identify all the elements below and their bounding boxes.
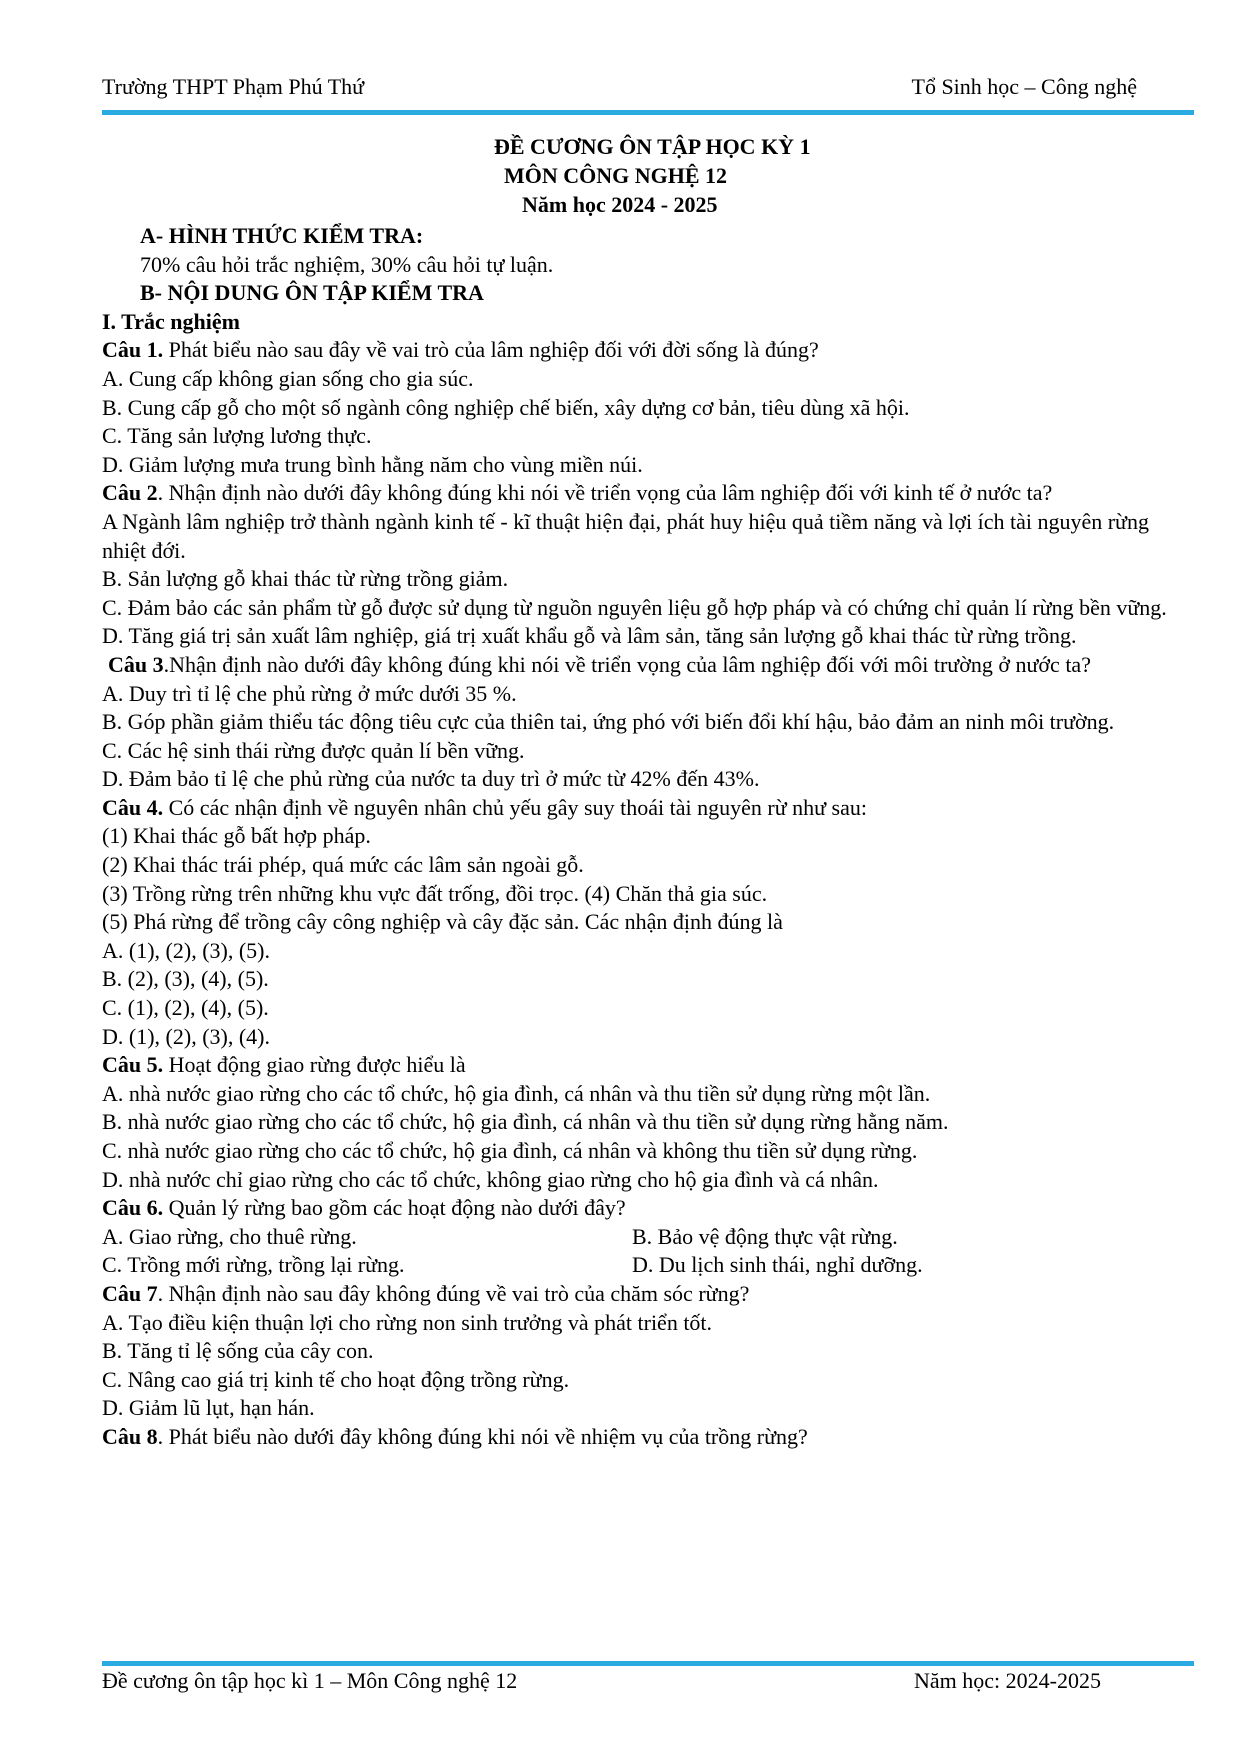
section-a-heading: A- HÌNH THỨC KIỂM TRA: xyxy=(140,223,424,248)
header-school: Trường THPT Phạm Phú Thứ xyxy=(102,74,365,99)
question-7 xyxy=(102,1280,1182,1309)
document-body xyxy=(102,222,1182,1452)
question-label: Câu 1. xyxy=(102,337,164,363)
statement: (3) Trồng rừng trên những khu vực đất trống, đồi trọc. (4) Chăn thả gia súc. xyxy=(102,880,768,906)
option: A. Tạo điều kiện thuận lợi cho rừng non sinh trưởng và phát triển tốt. xyxy=(102,1309,713,1335)
option: A. Duy trì tỉ lệ che phủ rừng ở mức dưới 35 %. xyxy=(102,680,517,706)
option: D. Giảm lượng mưa trung bình hằng năm cho vùng miền núi. xyxy=(102,451,643,477)
option: B. Sản lượng gỗ khai thác từ rừng trồng giảm. xyxy=(102,566,509,592)
option: C. Nâng cao giá trị kinh tế cho hoạt động trồng rừng. xyxy=(102,1366,570,1392)
option: B. Cung cấp gỗ cho một số ngành công nghiệp chế biến, xây dựng cơ bản, tiêu dùng xã hội. xyxy=(102,394,910,420)
header-department: Tổ Sinh học – Công nghệ xyxy=(911,74,1137,99)
question-text: . Nhận định nào sau đây không đúng về vai trò của chăm sóc rừng? xyxy=(157,1280,750,1306)
option: D. nhà nước chỉ giao rừng cho các tổ chức, không giao rừng cho hộ gia đình và cá nhân. xyxy=(102,1166,879,1192)
section-b-heading: B- NỘI DUNG ÔN TẬP KIỂM TRA xyxy=(140,280,484,306)
option: D. Du lịch sinh thái, nghỉ dưỡng. xyxy=(632,1252,923,1278)
option: C. nhà nước giao rừng cho các tổ chức, hộ gia đình, cá nhân và không thu tiền sử dụng rừng. xyxy=(102,1138,918,1163)
question-label: Câu 4. xyxy=(102,794,164,820)
option: C. Các hệ sinh thái rừng được quản lí bền vững. xyxy=(102,737,525,763)
option: C. Trồng mới rừng, trồng lại rừng. xyxy=(102,1252,405,1278)
question-label: Câu 6. xyxy=(102,1195,164,1221)
question-3 xyxy=(102,651,1182,680)
option: D. Đảm bảo tỉ lệ che phủ rừng của nước ta duy trì ở mức từ 42% đến 43%. xyxy=(102,766,760,792)
question-label: Câu 7 xyxy=(102,1280,158,1306)
option: D. (1), (2), (3), (4). xyxy=(102,1023,270,1049)
option: B. Tăng tỉ lệ sống của cây con. xyxy=(102,1338,374,1364)
question-text: Phát biểu nào sau đây về vai trò của lâm nghiệp đối với đời sống là đúng? xyxy=(163,337,819,363)
statement: (1) Khai thác gỗ bất hợp pháp. xyxy=(102,823,371,849)
option: A. nhà nước giao rừng cho các tổ chức, hộ gia đình, cá nhân và thu tiền sử dụng rừng một lần. xyxy=(102,1080,931,1106)
question-label: Câu 3 xyxy=(108,651,164,677)
question-8 xyxy=(102,1423,1182,1452)
option: C. (1), (2), (4), (5). xyxy=(102,995,269,1021)
option: B. Bảo vệ động thực vật rừng. xyxy=(632,1223,898,1249)
question-1 xyxy=(102,336,1182,365)
option: D. Tăng giá trị sản xuất lâm nghiệp, giá trị xuất khẩu gỗ và lâm sản, tăng sản lượng gỗ khai thác từ rừng trồng. xyxy=(102,623,1077,649)
header-rule xyxy=(102,110,1194,115)
option: D. Giảm lũ lụt, hạn hán. xyxy=(102,1395,315,1421)
question-text: .Nhận định nào dưới đây không đúng khi nói về triển vọng của lâm nghiệp đối với môi trường ở nước ta? xyxy=(163,651,1091,677)
question-text: Quản lý rừng bao gồm các hoạt động nào dưới đây? xyxy=(163,1195,626,1221)
part-1-heading: I. Trắc nghiệm xyxy=(102,308,240,334)
footer-right: Năm học: 2024-2025 xyxy=(914,1668,1101,1693)
option: C. Đảm bảo các sản phẩm từ gỗ được sử dụng từ nguồn nguyên liệu gỗ hợp pháp và có chứng chỉ quản lí rừng bền vững. xyxy=(102,594,1167,620)
section-a-text: 70% câu hỏi trắc nghiệm, 30% câu hỏi tự luận. xyxy=(140,251,554,277)
option: A Ngành lâm nghiệp trở thành ngành kinh tế - kĩ thuật hiện đại, phát huy hiệu quả tiềm năng và lợi ích tài nguyên rừng nhiệt đới. xyxy=(102,508,1149,563)
option: B. (2), (3), (4), (5). xyxy=(102,966,269,992)
title-line-2: MÔN CÔNG NGHỆ 12 xyxy=(504,163,728,188)
option: B. nhà nước giao rừng cho các tổ chức, hộ gia đình, cá nhân và thu tiền sử dụng rừng hằng năm. xyxy=(102,1109,949,1135)
option-row xyxy=(102,1251,1182,1280)
question-text: . Phát biểu nào dưới đây không đúng khi nói về nhiệm vụ của trồng rừng? xyxy=(157,1423,808,1449)
question-6 xyxy=(102,1194,1182,1223)
title-line-3: Năm học 2024 - 2025 xyxy=(522,192,718,217)
statement: (5) Phá rừng để trồng cây công nghiệp và cây đặc sản. Các nhận định đúng là xyxy=(102,909,783,935)
question-text: Hoạt động giao rừng được hiểu là xyxy=(163,1052,466,1078)
option: A. (1), (2), (3), (5). xyxy=(102,937,270,963)
title-line-1: ĐỀ CƯƠNG ÔN TẬP HỌC KỲ 1 xyxy=(494,134,811,159)
question-label: Câu 5. xyxy=(102,1052,164,1078)
footer-left: Đề cương ôn tập học kì 1 – Môn Công nghệ 12 xyxy=(102,1668,518,1693)
question-5 xyxy=(102,1051,1182,1080)
option-row xyxy=(102,1223,1182,1252)
footer-rule xyxy=(102,1661,1194,1666)
question-label: Câu 2 xyxy=(102,480,158,506)
question-text: Có các nhận định về nguyên nhân chủ yếu gây suy thoái tài nguyên rừ như sau: xyxy=(163,794,867,820)
question-2 xyxy=(102,479,1182,508)
statement: (2) Khai thác trái phép, quá mức các lâm sản ngoài gỗ. xyxy=(102,852,584,878)
option: B. Góp phần giảm thiểu tác động tiêu cực của thiên tai, ứng phó với biến đổi khí hậu, bảo đảm an ninh môi trường. xyxy=(102,709,1115,735)
question-text: . Nhận định nào dưới đây không đúng khi nói về triển vọng của lâm nghiệp đối với kinh tế ở nước ta? xyxy=(157,480,1053,506)
question-label: Câu 8 xyxy=(102,1423,158,1449)
option: A. Giao rừng, cho thuê rừng. xyxy=(102,1223,357,1249)
question-4 xyxy=(102,794,1182,823)
option: C. Tăng sản lượng lương thực. xyxy=(102,423,372,449)
option: A. Cung cấp không gian sống cho gia súc. xyxy=(102,365,474,391)
